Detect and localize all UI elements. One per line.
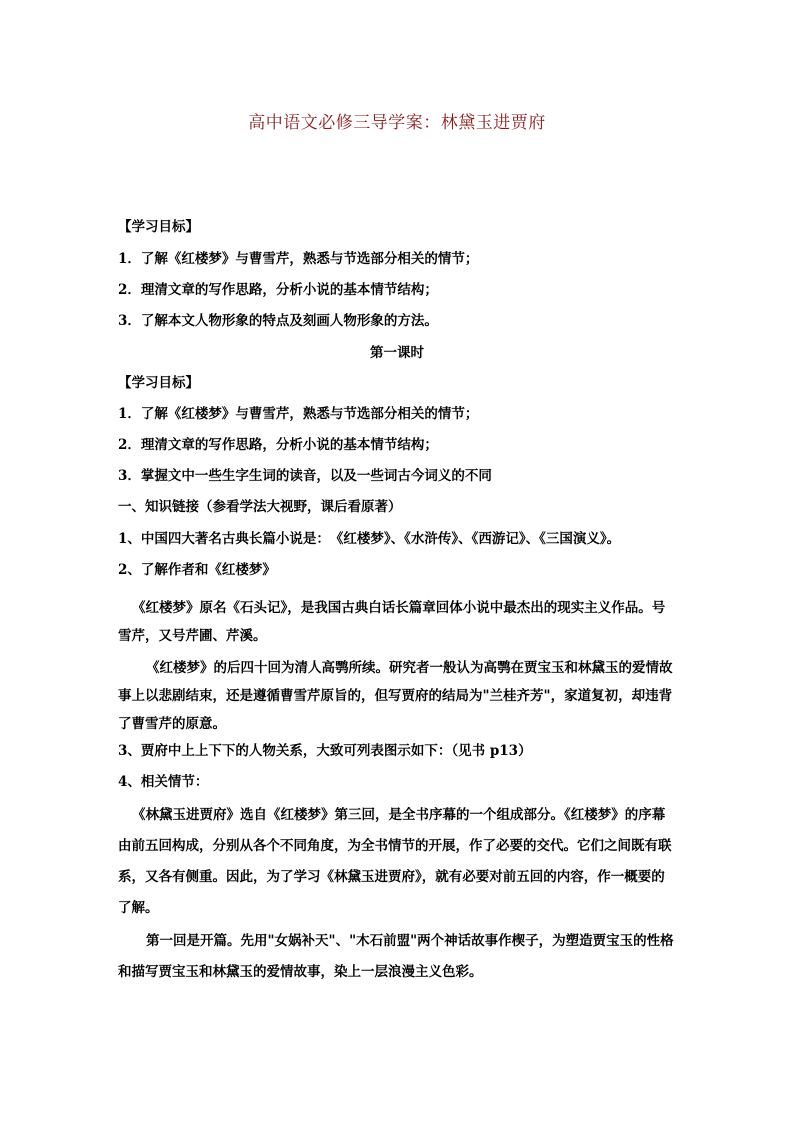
goal-item: 1．了解《红楼梦》与曹雪芹，熟悉与节选部分相关的情节； xyxy=(118,251,479,267)
lesson-heading: 第一课时 xyxy=(370,345,424,361)
paragraph-book-name: 《红楼梦》原名《石头记》，是我国古典白话长篇章回体小说中最杰出的现实主义作品。号雪芹，又号芹圃、芹溪。 xyxy=(118,600,666,644)
knowledge-item: 1、中国四大著名古典长篇小说是： 《红楼梦》、《水浒传》、《西游记》、《三国演义》。 xyxy=(118,531,621,547)
goal-item: 2．理清文章的写作思路，分析小说的基本情节结构； xyxy=(118,282,438,298)
paragraph-related-plot: 《林黛玉进贾府》选自《红楼梦》第三回，是全书序幕的一个组成部分。《红楼梦》的序幕由前五回构成，分别从各个不同角度，为全书情节的开展，作了必要的交代。它们之间既有联系，又各有侧重。因此，为了学习《林黛玉进贾府》，就有必要对前五回的内容，作一概要的了解。 xyxy=(118,807,672,916)
section-heading: 一、知识链接（参看学法大视野，课后看原著） xyxy=(118,499,402,515)
goal-item: 1．了解《红楼梦》与曹雪芹，熟悉与节选部分相关的情节； xyxy=(118,406,479,422)
goal-item: 3．了解本文人物形象的特点及刻画人物形象的方法。 xyxy=(118,313,438,329)
goal-item: 3．掌握文中一些生字生词的读音，以及一些词古今词义的不同 xyxy=(118,468,492,484)
knowledge-item: 2、了解作者和《红楼梦》 xyxy=(118,562,276,578)
knowledge-item: 3、贾府中上上下下的人物关系，大致可列表图示如下：（见书 p13） xyxy=(118,743,532,759)
goal-item: 2．理清文章的写作思路，分析小说的基本情节结构； xyxy=(118,437,438,453)
knowledge-item: 4、相关情节： xyxy=(118,774,209,790)
goals-heading: 【学习目标】 xyxy=(118,219,199,235)
document-title: 高中语文必修三导学案：林黛玉进贾府 xyxy=(248,113,546,133)
paragraph-first-chapter: 第一回是开篇。先用"女娲补天"、"木石前盟"两个神话故事作楔子，为塑造贾宝玉的性格和描写贾宝玉和林黛玉的爱情故事，染上一层浪漫主义色彩。 xyxy=(118,933,674,980)
paragraph-sequel: 《红楼梦》的后四十回为清人高鹗所续。研究者一般认为高鹗在贾宝玉和林黛玉的爱情故事上以悲剧结束，还是遵循曹雪芹原旨的，但写贾府的结局为"兰桂齐芳"，家道复初，却违背了曹雪芹的原意。 xyxy=(118,660,673,732)
goals-heading: 【学习目标】 xyxy=(118,375,199,391)
